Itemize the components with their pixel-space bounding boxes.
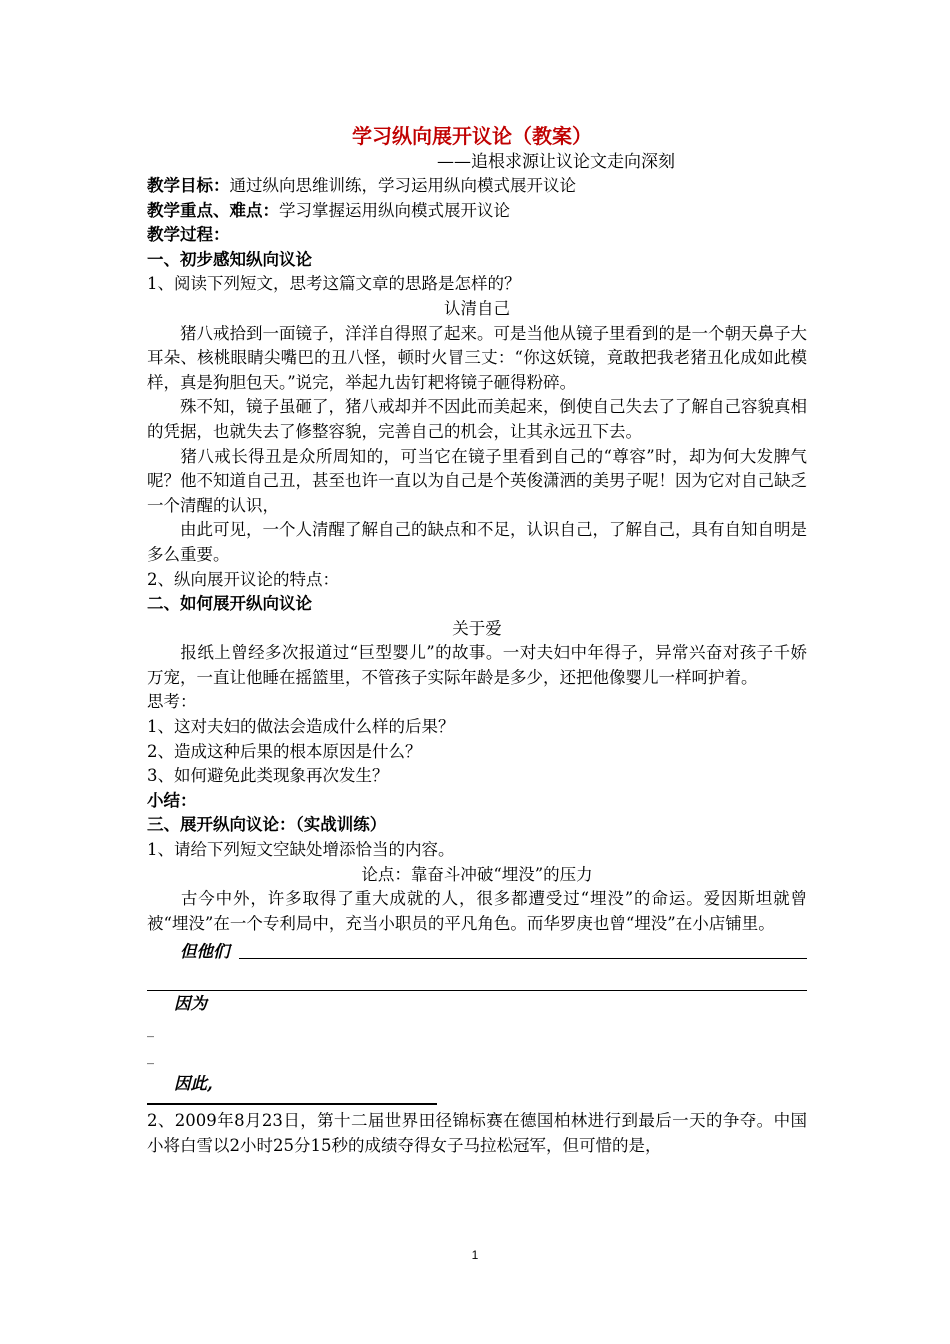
blank1-rule [239,958,807,959]
essay1-paragraph: 猪八戒拾到一面镜子，洋洋自得照了起来。可是当他从镜子里看到的是一个朝天鼻子大耳朵、核桃眼睛尖嘴巴的丑八怪，顿时火冒三丈：“你这妖镜，竟敢把我老猪丑化成如此模样，真是狗胆包天。”说完，举起九齿钉耙将镜子砸得粉碎。 [147,323,807,392]
summary-label: 小结： [147,790,197,810]
fill-blank-1-continued[interactable] [147,963,807,991]
blank3-label: 因此, [174,1074,213,1094]
fill-blank-1[interactable] [147,936,807,963]
page-number: 1 [471,1248,479,1262]
essay-title-2: 关于爱 [452,618,502,638]
process-label: 教学过程： [147,225,230,245]
think-label: 思考： [147,692,197,712]
focus-text: 学习掌握运用纵向模式展开议论 [279,200,510,220]
section2-heading: 二、如何展开纵向议论 [147,594,312,614]
teaching-goal [147,174,807,199]
page-title: 学习纵向展开议论（教案） [352,124,592,148]
section1-question1: 1、阅读下列短文，思考这篇文章的思路是怎样的？ [147,274,521,294]
essay2-paragraph: 报纸上曾经多次报道过“巨型婴儿”的故事。一对夫妇中年得子，异常兴奋对孩子千娇万宠，一直让他睡在摇篮里，不管孩子实际年龄是多少，还把他像婴儿一样呵护着。 [147,643,807,687]
document-content [147,122,807,1159]
essay1-paragraph: 猪八戒长得丑是众所周知的，可当它在镜子里看到自己的“尊容”时，却为何大发脾气呢？他不知道自己丑，甚至也许一直以为自己是个英俊潇洒的美男子呢！因为它对自己缺乏一个清醒的认识， [147,446,807,515]
section3-question2: 2、2009年8月23日，第十二届世界田径锦标赛在德国柏林进行到最后一天的争夺。中国小将白雪以2小时25分15秒的成绩夺得女子马拉松冠军，但可惜的是， [147,1111,807,1155]
goal-label: 教学目标： [147,176,230,195]
section1-question2: 2、纵向展开议论的特点： [147,569,339,589]
blank2-line[interactable]: _ [147,1049,154,1066]
teaching-focus [147,199,807,224]
blank3-rule[interactable] [147,1097,437,1105]
thesis: 论点：靠奋斗冲破“埋没”的压力 [361,864,593,884]
essay-title-1: 认清自己 [444,298,510,318]
section1-heading: 一、初步感知纵向议论 [147,249,312,269]
section3-heading: 三、展开纵向议论：（实战训练） [147,815,387,835]
essay3-paragraph: 古今中外，许多取得了重大成就的人，很多都遭受过“埋没”的命运。爱因斯坦就曾被“埋没”在一个专利局中，充当小职员的平凡角色。而华罗庚也曾“埋没”在小店铺里。 [147,889,807,933]
essay1-paragraph: 由此可见，一个人清醒了解自己的缺点和不足，认识自己，了解自己，具有自知自明是多么重要。 [147,520,807,564]
goal-text: 通过纵向思维训练，学习运用纵向模式展开议论 [229,176,576,195]
blank1-label: 但他们 [180,942,230,962]
section3-question1: 1、请给下列短文空缺处增添恰当的内容。 [147,840,455,860]
focus-label: 教学重点、难点： [147,200,279,220]
think-question: 2、造成这种后果的根本原因是什么？ [147,741,422,761]
think-question: 1、这对夫妇的做法会造成什么样的后果？ [147,717,455,737]
blank2-line[interactable]: _ [147,1022,154,1039]
essay1-paragraph: 殊不知，镜子虽砸了，猪八戒却并不因此而美起来，倒使自己失去了了解自己容貌真相的凭据，也就失去了修整容貌，完善自己的机会，让其永远丑下去。 [147,397,807,441]
think-question: 3、如何避免此类现象再次发生？ [147,766,389,786]
blank2-label: 因为 [174,994,207,1014]
page-subtitle: ——追根求源让议论文走向深刻 [437,152,675,172]
